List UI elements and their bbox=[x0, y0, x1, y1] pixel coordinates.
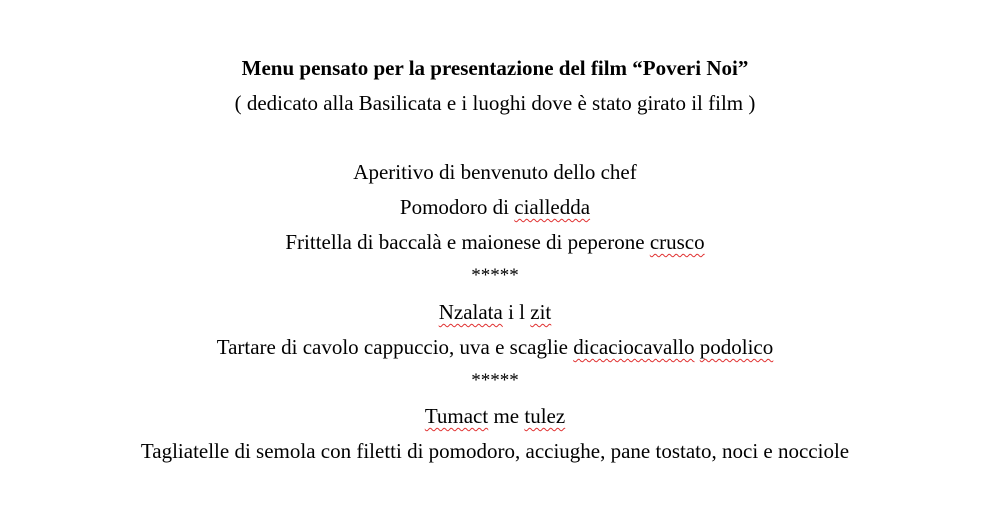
spellcheck-word: Nzalata bbox=[438, 300, 503, 324]
menu-item-aperitivo: Aperitivo di benvenuto dello chef bbox=[353, 160, 637, 184]
menu-item-text: me bbox=[488, 404, 525, 428]
menu-item-tartare bbox=[0, 334, 990, 360]
menu-item-tumact bbox=[0, 403, 990, 429]
menu-item-nzalata bbox=[0, 299, 990, 325]
menu-title: Menu pensato per la presentazione del film “Poveri Noi” bbox=[241, 56, 749, 80]
spellcheck-word: Tumact bbox=[424, 404, 489, 428]
menu-item-frittella bbox=[0, 229, 990, 255]
spellcheck-word: cialledda bbox=[514, 195, 591, 219]
section-separator: ***** bbox=[471, 370, 519, 391]
spellcheck-word: tulez bbox=[524, 404, 566, 428]
section-separator: ***** bbox=[471, 265, 519, 286]
spellcheck-word: crusco bbox=[649, 230, 705, 254]
menu-item-text: i l bbox=[502, 300, 531, 324]
menu-item-text: Pomodoro di bbox=[399, 195, 515, 219]
menu-subtitle: ( dedicato alla Basilicata e i luoghi dove è stato girato il film ) bbox=[234, 91, 756, 115]
spellcheck-word: podolico bbox=[699, 335, 774, 359]
menu-item-text: Frittella di baccalà e maionese di peperone bbox=[285, 230, 650, 254]
menu-item-tagliatelle: Tagliatelle di semola con filetti di pomodoro, acciughe, pane tostato, noci e nocciole bbox=[140, 439, 850, 463]
spellcheck-word: dicaciocavallo bbox=[573, 335, 695, 359]
spellcheck-word: zit bbox=[530, 300, 552, 324]
menu-item-text: Tartare di cavolo cappuccio, uva e scaglie bbox=[216, 335, 574, 359]
menu-item-pomodoro bbox=[0, 194, 990, 220]
